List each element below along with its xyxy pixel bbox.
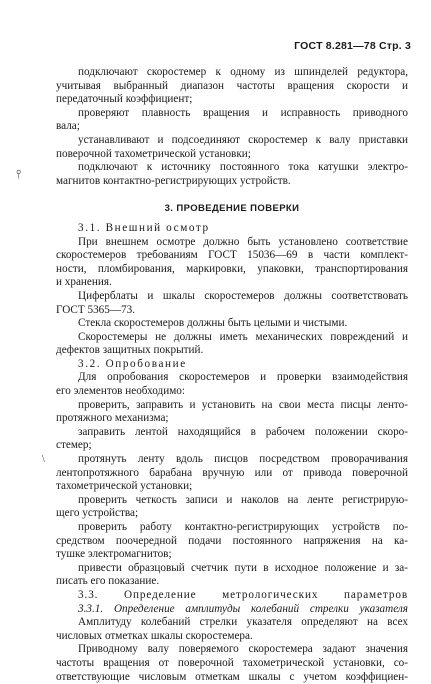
text-line: вала;	[56, 120, 80, 133]
text-line: частоты вращения от поверочной тахометрической установки, со-	[56, 656, 408, 669]
text-line: подключают к источнику постоянного тока катушки электро-	[78, 161, 408, 174]
text-line: проверить, заправить и установить на свои места писцы ленто-	[78, 398, 408, 411]
text-line: Циферблаты и шкалы скоростемеров должны соответствовать	[78, 289, 408, 302]
text-line: тушке электромагнитов;	[56, 548, 172, 561]
text-line: Приводному валу поверяемого скоростемера задают значения	[78, 643, 408, 656]
text-line: и хранения.	[56, 276, 112, 289]
text-line: подключают скоростемер к одному из шпинделей редуктора,	[78, 66, 408, 78]
text-line: ГОСТ 5365—73.	[56, 303, 136, 316]
text-line: щего устройства;	[56, 507, 139, 520]
text-line: Для опробования скоростемеров и проверки взаимодействия	[78, 371, 408, 384]
text-line: его элементов необходимо:	[56, 385, 185, 398]
text-line: проверить работу контактно-регистрирующих устройств по-	[78, 521, 408, 533]
text-line: устанавливают и подсоединяют скоростемер к валу приставки	[78, 133, 408, 146]
text-line: привести образцовый счетчик пути в исходное положение и за-	[78, 561, 408, 574]
text-line: поверочной тахометрической установки;	[56, 147, 251, 160]
text-line: тахометрической установки;	[56, 480, 193, 493]
document-body	[56, 66, 408, 684]
text-line: ответствующие числовым отметкам шкалы с учетом коэффициен-	[56, 670, 408, 683]
text-line: ности, пломбирования, маркировки, упаковки, транспортирования	[56, 262, 408, 275]
text-line: Скоростемеры не должны иметь механических повреждений и	[78, 330, 408, 343]
text-line: стемер;	[56, 439, 92, 452]
text-line: скоростемеров требованиям ГОСТ 15036—69 в части комплект-	[56, 249, 408, 262]
text-line: учитывая выбранный диапазон частоты вращения скорости и	[56, 79, 408, 92]
text-line: заправить лентой находящийся в рабочем положении скоро-	[78, 425, 408, 438]
text-line: лентопротяжного барабана вручную или от привода поверочной	[56, 466, 408, 479]
margin-mark: \	[42, 454, 45, 465]
text-line: Амплитуду колебаний стрелки указателя определяют на всех	[78, 616, 408, 629]
page-header: ГОСТ 8.281—78 Стр. 3	[294, 40, 411, 52]
section-title: 3. ПРОВЕДЕНИЕ ПОВЕРКИ	[164, 203, 300, 215]
text-line: Стекла скоростемеров должны быть целыми и чистыми.	[78, 317, 348, 330]
text-line: писать его показание.	[56, 575, 160, 588]
text-line: При внешнем осмотре должно быть установлено соответствие	[78, 235, 408, 248]
section-heading: 3.1. Внешний осмотр	[78, 221, 210, 234]
margin-mark: ⫯	[16, 167, 22, 181]
text-line: протянуть ленту вдоль писцов посредством проворачивания	[78, 453, 408, 466]
text-line: средством поочередной подачи постоянного напряжения на ка-	[56, 534, 408, 547]
section-heading: 3.2. Опробование	[78, 357, 187, 370]
section-heading: 3.3. Определение метрологических параметров	[78, 588, 408, 601]
text-line: числовых отметках шкалы скоростемера.	[56, 629, 253, 642]
text-line: проверяют плавность вращения и исправность приводного	[78, 106, 408, 119]
text-line: передаточный коэффициент;	[56, 93, 193, 106]
text-line: проверить четкость записи и наколов на ленте регистрирую-	[78, 493, 408, 506]
subsection-heading: 3.3.1. Определение амплитуды колебаний стрелки указателя	[78, 602, 408, 615]
text-line: протяжного механизма;	[56, 412, 169, 425]
text-line: магнитов контактно-регистрирующих устройств.	[56, 174, 291, 187]
text-line: дефектов защитных покрытий.	[56, 344, 204, 357]
